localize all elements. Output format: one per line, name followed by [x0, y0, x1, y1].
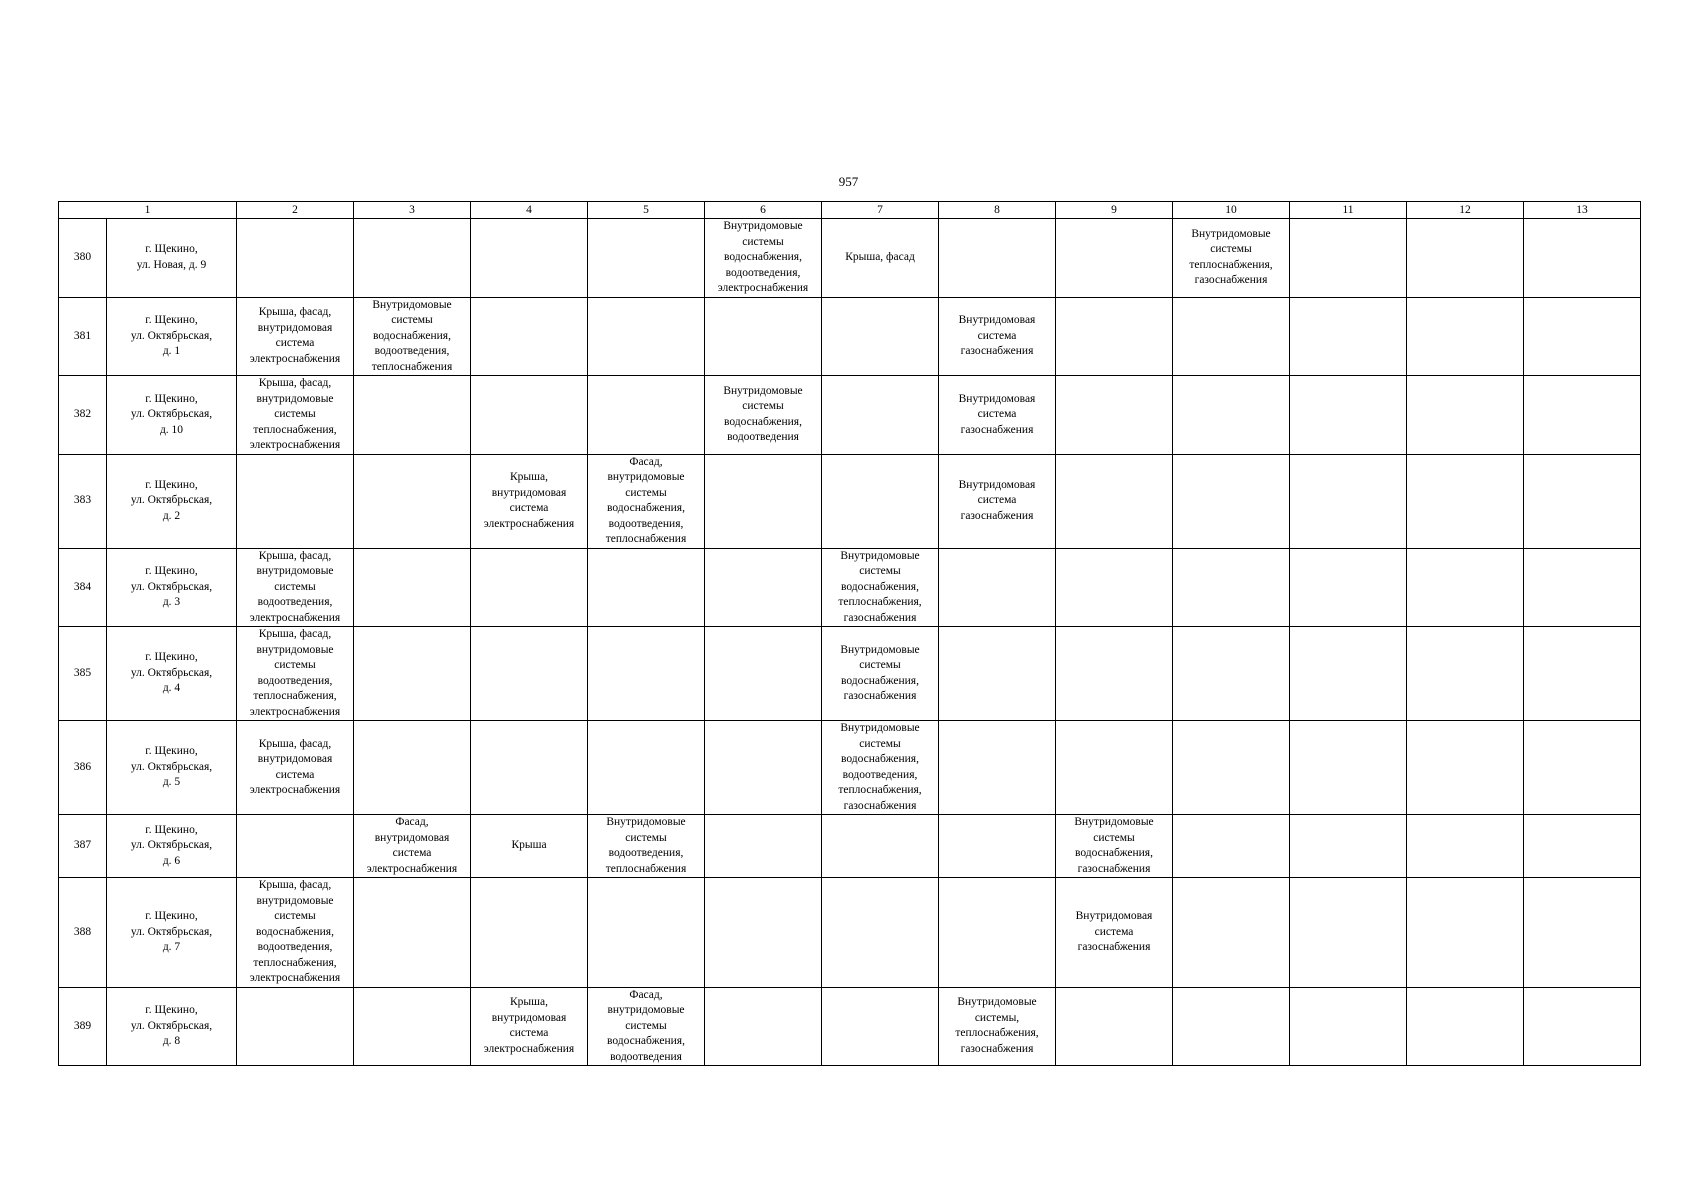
- work-cell-col-12: [1407, 297, 1524, 376]
- work-cell-col-4: [471, 721, 588, 815]
- work-cell-col-9: [1056, 721, 1173, 815]
- work-cell-col-10: [1173, 454, 1290, 548]
- work-cell-col-8: [939, 627, 1056, 721]
- address-cell: г. Щекино, ул. Октябрьская, д. 2: [107, 454, 237, 548]
- work-cell-col-3: [354, 454, 471, 548]
- row-number: 381: [59, 297, 107, 376]
- work-cell-col-8: Внутридомовая система газоснабжения: [939, 376, 1056, 455]
- work-cell-col-11: [1290, 548, 1407, 627]
- work-cell-col-9: [1056, 987, 1173, 1066]
- work-cell-col-3: [354, 878, 471, 988]
- work-cell-col-6: [705, 987, 822, 1066]
- address-cell: г. Щекино, ул. Октябрьская, д. 3: [107, 548, 237, 627]
- work-cell-col-12: [1407, 376, 1524, 455]
- work-cell-col-8: [939, 548, 1056, 627]
- work-cell-col-5: [588, 627, 705, 721]
- work-cell-col-4: [471, 219, 588, 298]
- work-cell-col-6: [705, 878, 822, 988]
- work-cell-col-8: [939, 815, 1056, 878]
- address-cell: г. Щекино, ул. Октябрьская, д. 10: [107, 376, 237, 455]
- work-cell-col-3: [354, 548, 471, 627]
- work-cell-col-13: [1524, 219, 1641, 298]
- work-cell-col-13: [1524, 297, 1641, 376]
- work-cell-col-8: Внутридомовая система газоснабжения: [939, 297, 1056, 376]
- work-cell-col-8: Внутридомовые системы, теплоснабжения, газоснабжения: [939, 987, 1056, 1066]
- work-cell-col-10: [1173, 815, 1290, 878]
- work-cell-col-12: [1407, 878, 1524, 988]
- column-header: 6: [705, 202, 822, 219]
- work-cell-col-10: [1173, 376, 1290, 455]
- work-cell-col-13: [1524, 987, 1641, 1066]
- work-cell-col-11: [1290, 815, 1407, 878]
- work-cell-col-6: [705, 815, 822, 878]
- work-cell-col-13: [1524, 548, 1641, 627]
- work-cell-col-11: [1290, 219, 1407, 298]
- work-cell-col-7: [822, 454, 939, 548]
- work-cell-col-3: [354, 721, 471, 815]
- repair-schedule-table: [58, 201, 1641, 1066]
- table-row: [59, 815, 1641, 878]
- row-number: 385: [59, 627, 107, 721]
- work-cell-col-6: [705, 721, 822, 815]
- work-cell-col-5: [588, 376, 705, 455]
- work-cell-col-2: [237, 219, 354, 298]
- work-cell-col-7: Внутридомовые системы водоснабжения, газоснабжения: [822, 627, 939, 721]
- work-cell-col-13: [1524, 376, 1641, 455]
- table-row: [59, 627, 1641, 721]
- work-cell-col-7: Крыша, фасад: [822, 219, 939, 298]
- work-cell-col-6: Внутридомовые системы водоснабжения, водоотведения, электроснабжения: [705, 219, 822, 298]
- work-cell-col-4: [471, 878, 588, 988]
- work-cell-col-9: Внутридомовая система газоснабжения: [1056, 878, 1173, 988]
- row-number: 386: [59, 721, 107, 815]
- column-header: 8: [939, 202, 1056, 219]
- work-cell-col-4: [471, 548, 588, 627]
- work-cell-col-12: [1407, 548, 1524, 627]
- work-cell-col-5: [588, 548, 705, 627]
- work-cell-col-3: [354, 627, 471, 721]
- work-cell-col-12: [1407, 987, 1524, 1066]
- work-cell-col-12: [1407, 219, 1524, 298]
- work-cell-col-11: [1290, 454, 1407, 548]
- work-cell-col-4: Крыша, внутридомовая система электроснабжения: [471, 987, 588, 1066]
- work-cell-col-2: Крыша, фасад, внутридомовые системы водоотведения, теплоснабжения, электроснабжения: [237, 627, 354, 721]
- column-header: 7: [822, 202, 939, 219]
- table-row: [59, 987, 1641, 1066]
- work-cell-col-4: [471, 297, 588, 376]
- work-cell-col-4: Крыша: [471, 815, 588, 878]
- address-cell: г. Щекино, ул. Октябрьская, д. 6: [107, 815, 237, 878]
- work-cell-col-2: Крыша, фасад, внутридомовые системы теплоснабжения, электроснабжения: [237, 376, 354, 455]
- work-cell-col-13: [1524, 878, 1641, 988]
- work-cell-col-11: [1290, 878, 1407, 988]
- table-body: [59, 219, 1641, 1066]
- table-row: [59, 454, 1641, 548]
- page-number: 957: [838, 174, 859, 189]
- work-cell-col-8: [939, 219, 1056, 298]
- work-cell-col-8: [939, 721, 1056, 815]
- table-row: [59, 297, 1641, 376]
- work-cell-col-10: Внутридомовые системы теплоснабжения, газоснабжения: [1173, 219, 1290, 298]
- header-row: [59, 202, 1641, 219]
- work-cell-col-5: Фасад, внутридомовые системы водоснабжения, водоотведения: [588, 987, 705, 1066]
- work-cell-col-5: [588, 219, 705, 298]
- work-cell-col-7: [822, 987, 939, 1066]
- work-cell-col-7: [822, 815, 939, 878]
- work-cell-col-2: [237, 454, 354, 548]
- work-cell-col-5: Фасад, внутридомовые системы водоснабжения, водоотведения, теплоснабжения: [588, 454, 705, 548]
- column-header: 4: [471, 202, 588, 219]
- work-cell-col-5: [588, 297, 705, 376]
- work-cell-col-12: [1407, 454, 1524, 548]
- work-cell-col-7: [822, 878, 939, 988]
- address-cell: г. Щекино, ул. Новая, д. 9: [107, 219, 237, 298]
- column-header: 9: [1056, 202, 1173, 219]
- work-cell-col-7: Внутридомовые системы водоснабжения, водоотведения, теплоснабжения, газоснабжения: [822, 721, 939, 815]
- work-cell-col-3: [354, 219, 471, 298]
- work-cell-col-7: [822, 376, 939, 455]
- work-cell-col-2: [237, 815, 354, 878]
- work-cell-col-5: [588, 878, 705, 988]
- work-cell-col-3: Фасад, внутридомовая система электроснабжения: [354, 815, 471, 878]
- column-header: 1: [59, 202, 237, 219]
- table-header: [59, 202, 1641, 219]
- work-cell-col-5: Внутридомовые системы водоотведения, теплоснабжения: [588, 815, 705, 878]
- work-cell-col-4: Крыша, внутридомовая система электроснабжения: [471, 454, 588, 548]
- work-cell-col-6: [705, 548, 822, 627]
- work-cell-col-9: [1056, 297, 1173, 376]
- work-cell-col-6: [705, 297, 822, 376]
- work-cell-col-12: [1407, 627, 1524, 721]
- work-cell-col-13: [1524, 815, 1641, 878]
- work-cell-col-2: Крыша, фасад, внутридомовая система электроснабжения: [237, 297, 354, 376]
- work-cell-col-12: [1407, 721, 1524, 815]
- address-cell: г. Щекино, ул. Октябрьская, д. 4: [107, 627, 237, 721]
- work-cell-col-11: [1290, 721, 1407, 815]
- work-cell-col-10: [1173, 721, 1290, 815]
- work-cell-col-7: [822, 297, 939, 376]
- work-cell-col-11: [1290, 297, 1407, 376]
- work-cell-col-11: [1290, 627, 1407, 721]
- work-cell-col-6: [705, 627, 822, 721]
- work-cell-col-7: Внутридомовые системы водоснабжения, теплоснабжения, газоснабжения: [822, 548, 939, 627]
- table-row: [59, 548, 1641, 627]
- work-cell-col-4: [471, 376, 588, 455]
- row-number: 389: [59, 987, 107, 1066]
- work-cell-col-9: [1056, 376, 1173, 455]
- row-number: 388: [59, 878, 107, 988]
- table-row: [59, 721, 1641, 815]
- work-cell-col-8: Внутридомовая система газоснабжения: [939, 454, 1056, 548]
- column-header: 2: [237, 202, 354, 219]
- work-cell-col-2: Крыша, фасад, внутридомовые системы водоотведения, электроснабжения: [237, 548, 354, 627]
- work-cell-col-3: [354, 987, 471, 1066]
- work-cell-col-5: [588, 721, 705, 815]
- work-cell-col-11: [1290, 376, 1407, 455]
- work-cell-col-6: [705, 454, 822, 548]
- table-row: [59, 376, 1641, 455]
- work-cell-col-6: Внутридомовые системы водоснабжения, водоотведения: [705, 376, 822, 455]
- work-cell-col-10: [1173, 548, 1290, 627]
- row-number: 387: [59, 815, 107, 878]
- address-cell: г. Щекино, ул. Октябрьская, д. 7: [107, 878, 237, 988]
- address-cell: г. Щекино, ул. Октябрьская, д. 1: [107, 297, 237, 376]
- work-cell-col-3: [354, 376, 471, 455]
- work-cell-col-10: [1173, 987, 1290, 1066]
- address-cell: г. Щекино, ул. Октябрьская, д. 8: [107, 987, 237, 1066]
- work-cell-col-13: [1524, 721, 1641, 815]
- work-cell-col-9: [1056, 454, 1173, 548]
- column-header: 3: [354, 202, 471, 219]
- row-number: 384: [59, 548, 107, 627]
- work-cell-col-13: [1524, 627, 1641, 721]
- work-cell-col-8: [939, 878, 1056, 988]
- column-header: 5: [588, 202, 705, 219]
- work-cell-col-12: [1407, 815, 1524, 878]
- address-cell: г. Щекино, ул. Октябрьская, д. 5: [107, 721, 237, 815]
- column-header: 12: [1407, 202, 1524, 219]
- table-row: [59, 878, 1641, 988]
- work-cell-col-10: [1173, 627, 1290, 721]
- work-cell-col-9: [1056, 548, 1173, 627]
- work-cell-col-10: [1173, 297, 1290, 376]
- work-cell-col-2: Крыша, фасад, внутридомовая система электроснабжения: [237, 721, 354, 815]
- work-cell-col-4: [471, 627, 588, 721]
- column-header: 11: [1290, 202, 1407, 219]
- work-cell-col-13: [1524, 454, 1641, 548]
- work-cell-col-10: [1173, 878, 1290, 988]
- row-number: 382: [59, 376, 107, 455]
- column-header: 10: [1173, 202, 1290, 219]
- work-cell-col-2: Крыша, фасад, внутридомовые системы водоснабжения, водоотведения, теплоснабжения, электроснабжения: [237, 878, 354, 988]
- work-cell-col-9: [1056, 627, 1173, 721]
- work-cell-col-11: [1290, 987, 1407, 1066]
- work-cell-col-3: Внутридомовые системы водоснабжения, водоотведения, теплоснабжения: [354, 297, 471, 376]
- column-header: 13: [1524, 202, 1641, 219]
- row-number: 383: [59, 454, 107, 548]
- row-number: 380: [59, 219, 107, 298]
- work-cell-col-9: [1056, 219, 1173, 298]
- table-row: [59, 219, 1641, 298]
- work-cell-col-2: [237, 987, 354, 1066]
- work-cell-col-9: Внутридомовые системы водоснабжения, газоснабжения: [1056, 815, 1173, 878]
